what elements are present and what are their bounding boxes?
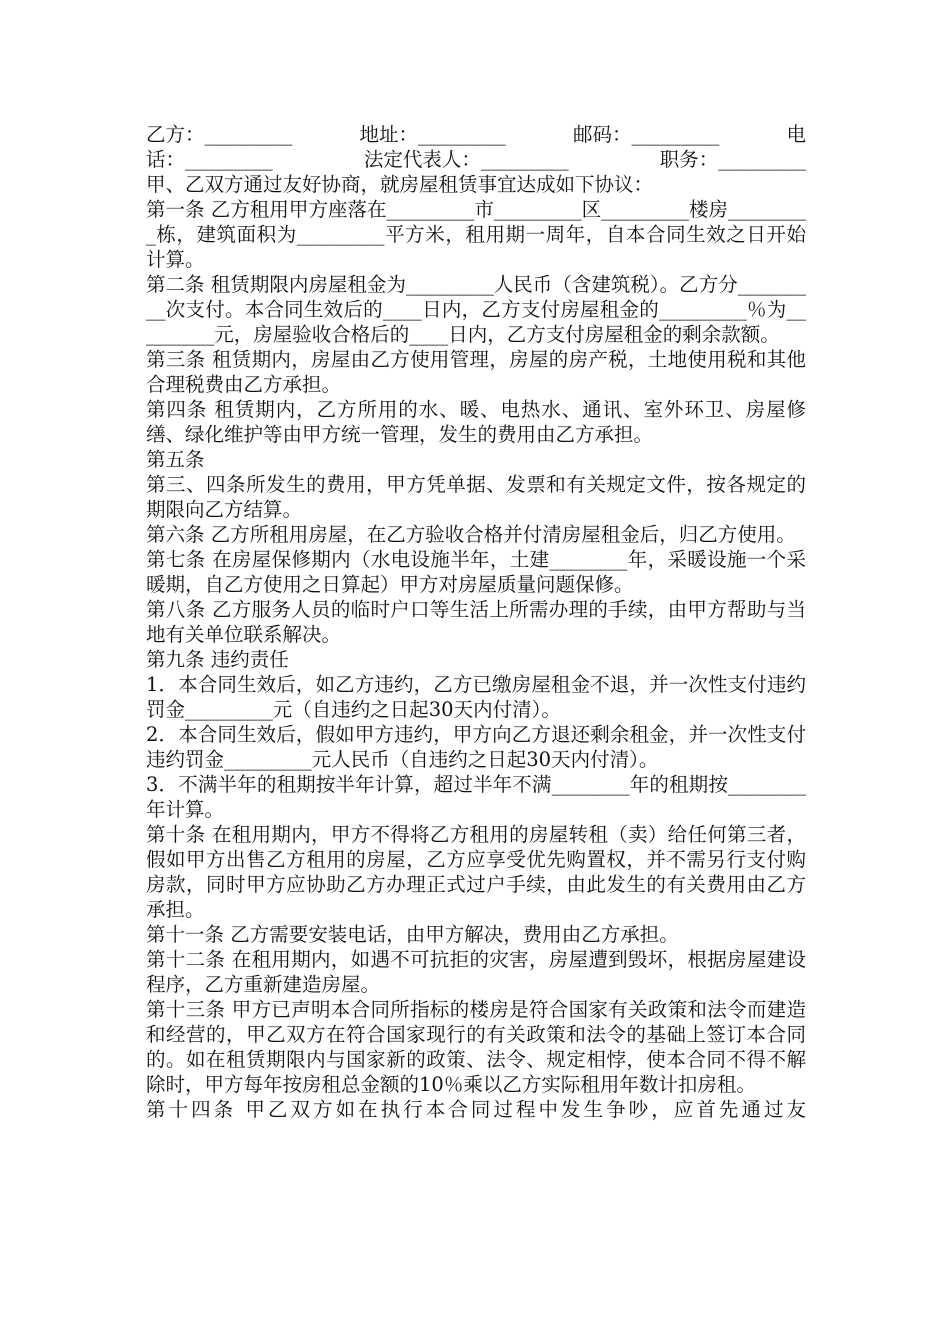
article-9-heading: 第九条 违约责任: [146, 648, 289, 671]
article-14: 第十四条 甲乙双方如在执行本合同过程中发生争吵，应首先通过友: [146, 1098, 806, 1121]
article-10: 第十条 在租用期内，甲方不得将乙方租用的房屋转租（卖）给任何第三者，假如甲方出售乙方租用的房屋，乙方应享受优先购置权，并不需另行支付购房款，同时甲方应协助乙方办理正式过户手续，由此发生的有关费用由乙方承担。: [146, 823, 806, 921]
article-9-clause-3: 3．不满半年的租期按半年计算，超过半年不满________年的租期按________年计算。: [146, 773, 806, 821]
party-b-postcode-field: 邮码：_________: [572, 123, 720, 146]
contract-document: [146, 122, 806, 1122]
article-8: 第八条 乙方服务人员的临时户口等生活上所需办理的手续，由甲方帮助与当地有关单位联系解决。: [146, 598, 806, 646]
article-2: 第二条 租赁期限内房屋租金为_________人民币（含建筑税）。乙方分_________次支付。本合同生效后的____日内，乙方支付房屋租金的_________％为_________元，房屋验收合格后的____日内，乙方支付房屋租金的剩余款额。: [146, 273, 806, 346]
party-b-phone-field-end: 话：_________: [146, 148, 273, 171]
article-9-clause-2: 2．本合同生效后，假如甲方违约，甲方向乙方退还剩余租金，并一次性支付违约罚金_________元人民币（自违约之日起30天内付清）。: [146, 723, 806, 771]
article-13: 第十三条 甲方已声明本合同所指标的楼房是符合国家有关政策和法令而建造和经营的，甲乙双方在符合国家现行的有关政策和法令的基础上签订本合同的。如在租赁期限内与国家新的政策、法令、规定相悖，使本合同不得不解除时，甲方每年按房租总金额的10％乘以乙方实际租用年数计扣房租。: [146, 998, 806, 1096]
party-b-phone-field-start: 电: [786, 123, 806, 146]
article-7: 第七条 在房屋保修期内（水电设施半年，土建________年，采暖设施一个采暖期，自乙方使用之日算起）甲方对房屋质量问题保修。: [146, 548, 806, 596]
article-5-heading: 第五条: [146, 448, 205, 471]
article-9-clause-1: 1．本合同生效后，如乙方违约，乙方已缴房屋租金不退，并一次性支付违约罚金_________元（自违约之日起30天内付清）。: [146, 673, 806, 721]
article-12: 第十二条 在租用期内，如遇不可抗拒的灾害，房屋遭到毁坏，根据房屋建设程序，乙方重新建造房屋。: [146, 948, 806, 996]
party-b-header-row-2: [146, 147, 806, 172]
party-b-position-field: 职务：_________: [659, 148, 806, 171]
article-5-body: 第三、四条所发生的费用，甲方凭单据、发票和有关规定文件，按各规定的期限向乙方结算。: [146, 473, 806, 521]
article-6: 第六条 乙方所租用房屋，在乙方验收合格并付清房屋租金后，归乙方使用。: [146, 523, 796, 546]
article-1: 第一条 乙方租用甲方座落在_________市_________区_________楼房_________栋，建筑面积为_________平方米，租用期一周年，自本合同生效之日开始计算。: [146, 198, 806, 271]
party-b-name-field: 乙方：_________: [146, 123, 293, 146]
party-b-header-row-1: [146, 122, 806, 147]
party-b-address-field: 地址：_________: [359, 123, 506, 146]
article-4: 第四条 租赁期内，乙方所用的水、暖、电热水、通讯、室外环卫、房屋修缮、绿化维护等由甲方统一管理，发生的费用由乙方承担。: [146, 398, 806, 446]
article-3: 第三条 租赁期内，房屋由乙方使用管理，房屋的房产税，土地使用税和其他合理税费由乙方承担。: [146, 348, 806, 396]
party-b-legal-rep-field: 法定代表人：_________: [363, 148, 569, 171]
article-11: 第十一条 乙方需要安装电话，由甲方解决，费用由乙方承担。: [146, 923, 679, 946]
preamble: 甲、乙双方通过友好协商，就房屋租赁事宜达成如下协议：: [146, 173, 654, 196]
